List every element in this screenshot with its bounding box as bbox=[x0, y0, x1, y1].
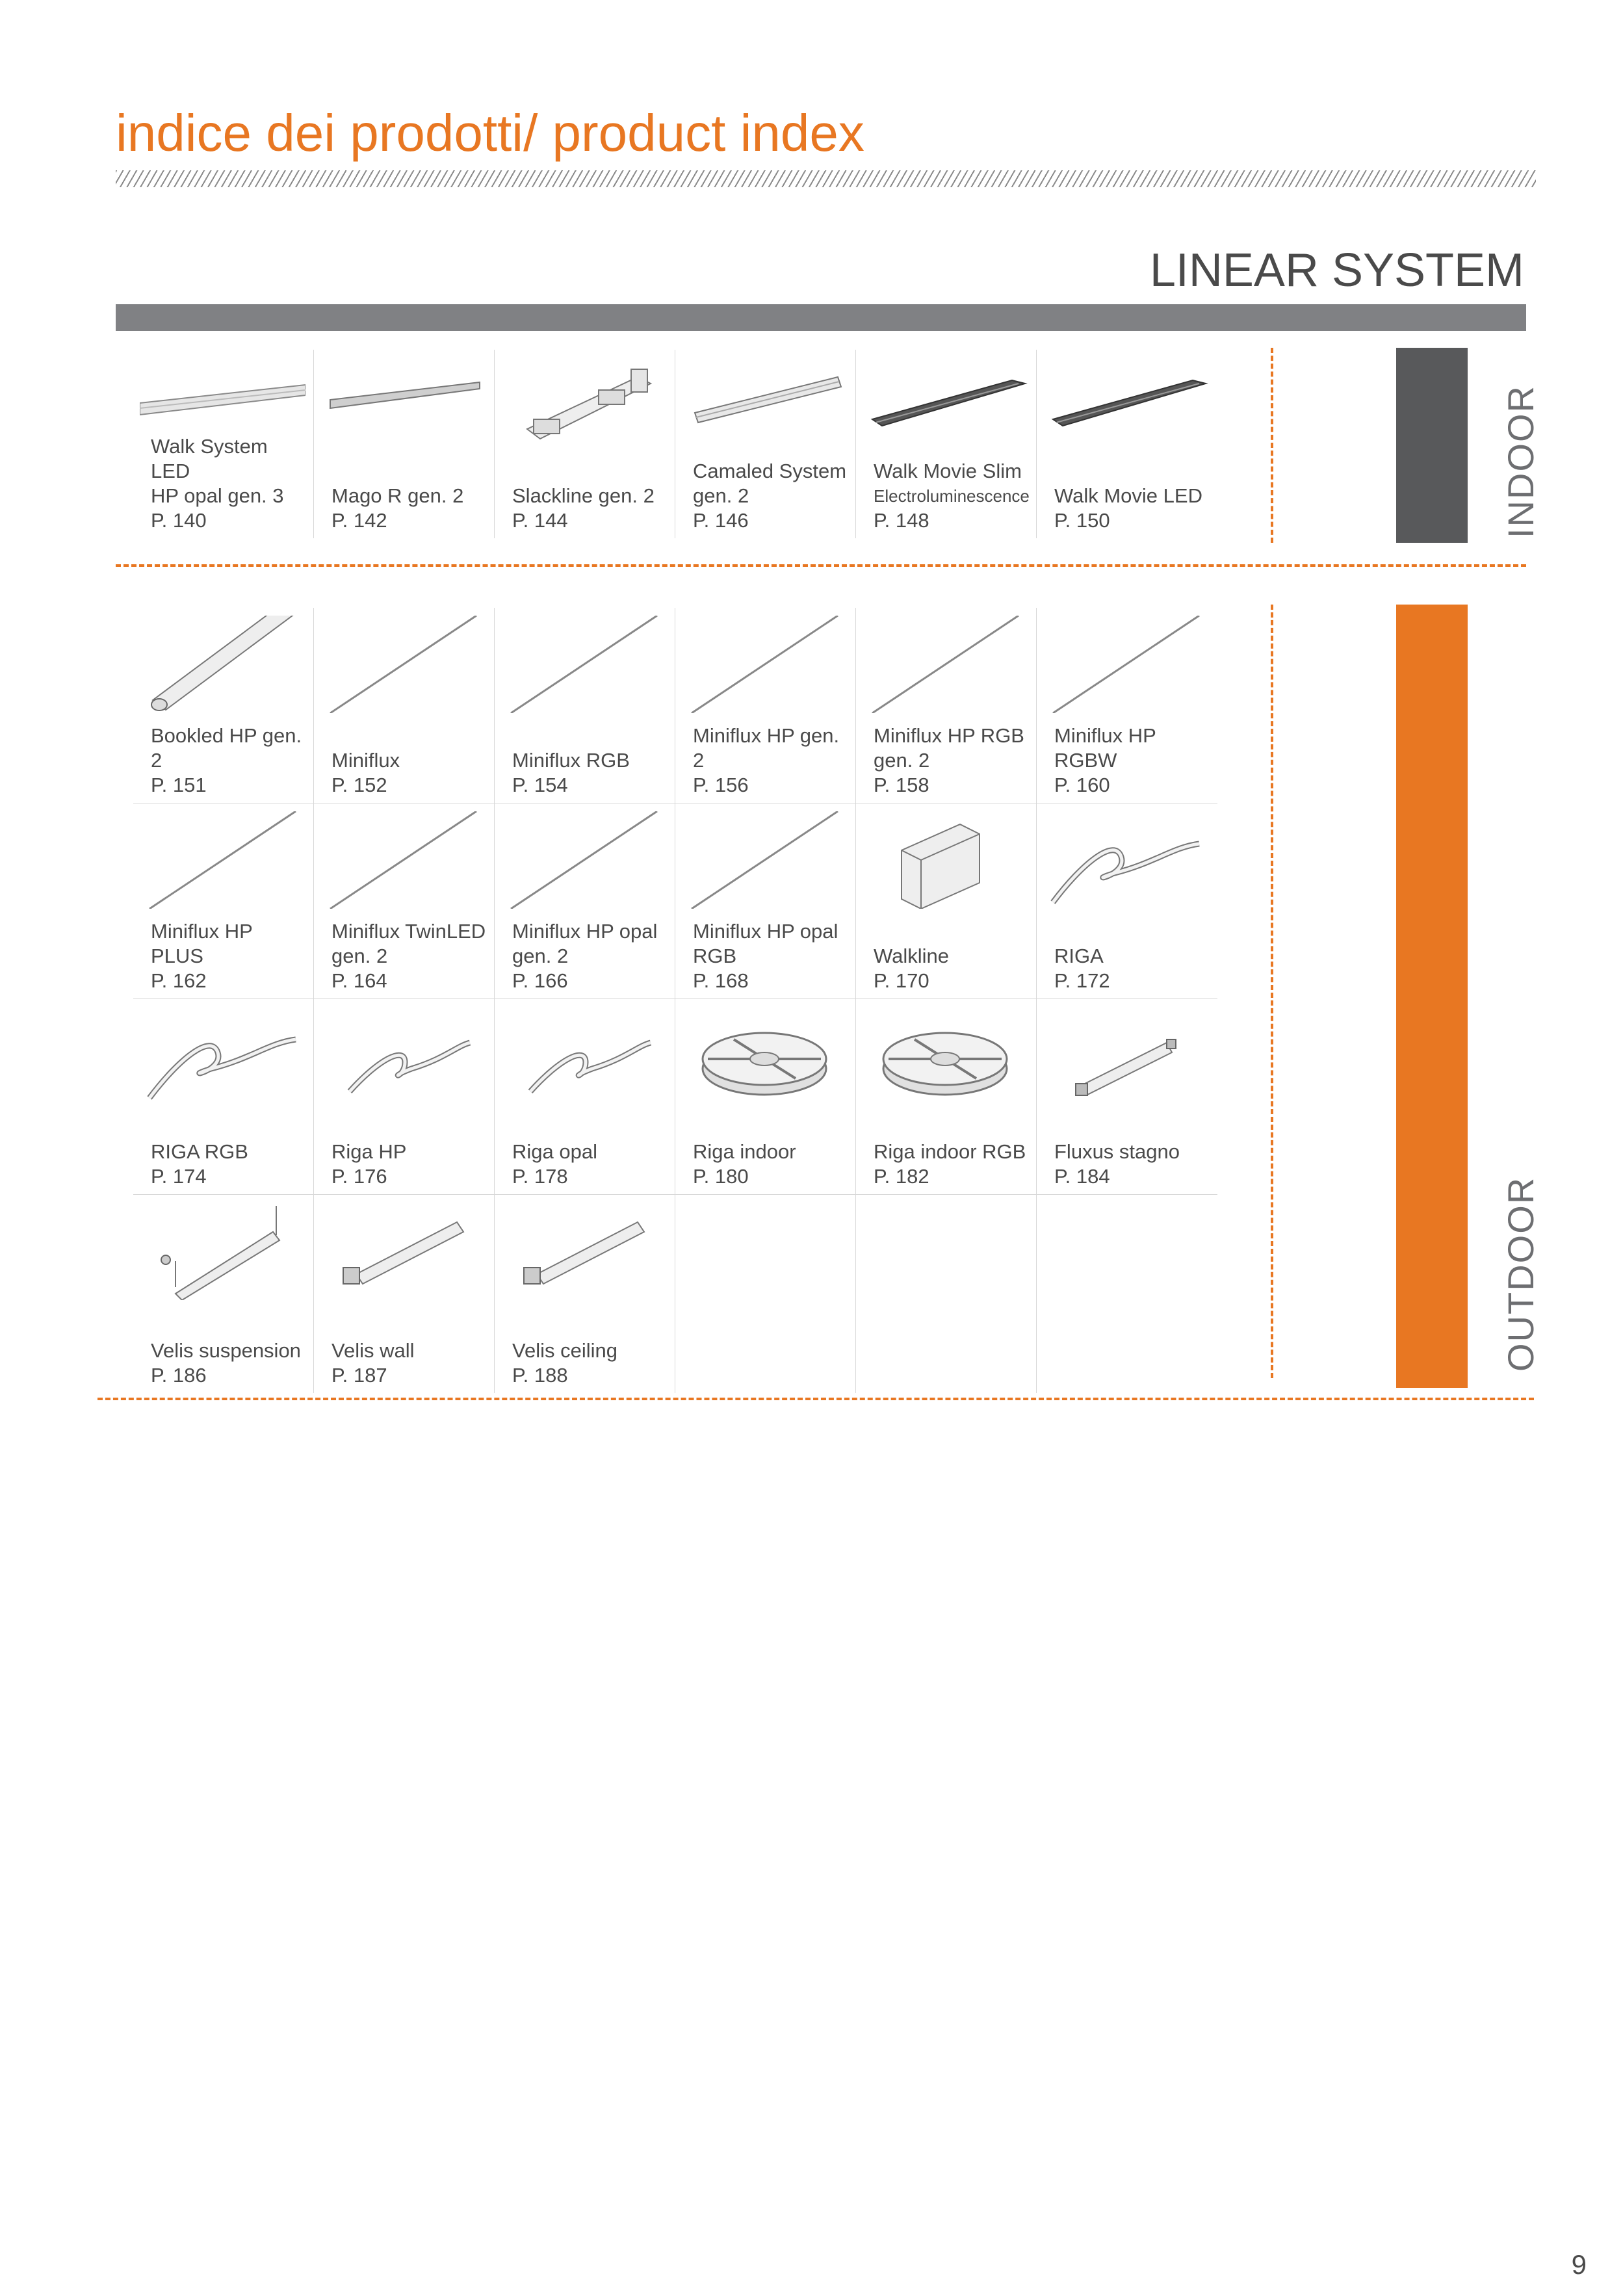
product-item[interactable]: RIGA RGB P. 174 bbox=[133, 999, 314, 1195]
indoor-marker bbox=[1396, 348, 1468, 543]
wall-bar-icon bbox=[320, 1203, 486, 1300]
product-item[interactable]: Fluxus stagno P. 184 bbox=[1037, 999, 1217, 1195]
empty-cell bbox=[675, 1195, 856, 1393]
product-item[interactable]: Bookled HP gen. 2 P. 151 bbox=[133, 608, 314, 803]
reel-icon bbox=[682, 1007, 848, 1104]
product-item[interactable]: Riga HP P. 176 bbox=[314, 999, 495, 1195]
box-profile-icon bbox=[863, 811, 1028, 909]
thin-profile-icon bbox=[320, 358, 486, 455]
outdoor-product-grid bbox=[133, 608, 1217, 1393]
thin-rod-icon bbox=[863, 616, 1028, 713]
product-item[interactable]: Mago R gen. 2 P. 142 bbox=[314, 350, 495, 538]
flex-strip-icon bbox=[1043, 811, 1209, 909]
page-title: indice dei prodotti/ product index bbox=[116, 104, 864, 162]
product-item[interactable]: Walk Movie Slim Electroluminescence P. 148 bbox=[856, 350, 1037, 538]
outdoor-dashed-divider bbox=[1271, 605, 1273, 1378]
indoor-dashed-divider bbox=[1271, 348, 1273, 543]
flex-strip-icon bbox=[140, 1007, 305, 1104]
tube-icon bbox=[140, 616, 305, 713]
product-item[interactable]: Miniflux TwinLED gen. 2 P. 164 bbox=[314, 803, 495, 999]
product-item[interactable]: Riga indoor P. 180 bbox=[675, 999, 856, 1195]
short-tube-icon bbox=[1043, 1007, 1209, 1104]
ceiling-bar-icon bbox=[501, 1203, 667, 1300]
suspension-icon bbox=[140, 1203, 305, 1300]
bracket-track-icon bbox=[501, 358, 667, 455]
thin-rod-icon bbox=[501, 811, 667, 909]
product-item[interactable]: Walk System LED HP opal gen. 3 P. 140 bbox=[133, 350, 314, 538]
product-item[interactable]: Miniflux HP opal gen. 2 P. 166 bbox=[495, 803, 675, 999]
indoor-label: INDOOR bbox=[1500, 385, 1541, 538]
channel-profile-icon bbox=[682, 358, 848, 455]
dark-profile-icon bbox=[863, 358, 1028, 455]
dark-profile-icon bbox=[1043, 358, 1209, 455]
product-item[interactable]: Velis ceiling P. 188 bbox=[495, 1195, 675, 1393]
reel-icon bbox=[863, 1007, 1028, 1104]
thin-rod-icon bbox=[320, 616, 486, 713]
product-item[interactable]: Riga indoor RGB P. 182 bbox=[856, 999, 1037, 1195]
thin-rod-icon bbox=[682, 811, 848, 909]
product-item[interactable]: Walk Movie LED P. 150 bbox=[1037, 350, 1217, 538]
product-item[interactable]: Walkline P. 170 bbox=[856, 803, 1037, 999]
product-item[interactable]: Miniflux HP gen. 2 P. 156 bbox=[675, 608, 856, 803]
product-item[interactable]: Velis suspension P. 186 bbox=[133, 1195, 314, 1393]
outdoor-marker bbox=[1396, 605, 1468, 1388]
product-item[interactable]: Miniflux HP RGBW P. 160 bbox=[1037, 608, 1217, 803]
product-item[interactable]: Camaled System gen. 2 P. 146 bbox=[675, 350, 856, 538]
section-bar bbox=[116, 304, 1526, 331]
thin-rod-icon bbox=[140, 811, 305, 909]
product-item[interactable]: RIGA P. 172 bbox=[1037, 803, 1217, 999]
product-item[interactable]: Miniflux HP RGB gen. 2 P. 158 bbox=[856, 608, 1037, 803]
indoor-product-grid bbox=[133, 350, 1217, 538]
empty-cell bbox=[1037, 1195, 1217, 1393]
empty-cell bbox=[856, 1195, 1037, 1393]
thin-rod-icon bbox=[501, 616, 667, 713]
page-number: 9 bbox=[1571, 2249, 1587, 2280]
product-item[interactable]: Riga opal P. 178 bbox=[495, 999, 675, 1195]
thin-rod-icon bbox=[1043, 616, 1209, 713]
indoor-dashed-line bbox=[116, 564, 1526, 567]
product-item[interactable]: Miniflux RGB P. 154 bbox=[495, 608, 675, 803]
product-item[interactable]: Miniflux HP PLUS P. 162 bbox=[133, 803, 314, 999]
flex-strip-icon bbox=[501, 1007, 667, 1104]
product-item[interactable]: Velis wall P. 187 bbox=[314, 1195, 495, 1393]
flex-strip-icon bbox=[320, 1007, 486, 1104]
thin-rod-icon bbox=[682, 616, 848, 713]
product-item[interactable]: Miniflux HP opal RGB P. 168 bbox=[675, 803, 856, 999]
outdoor-label: OUTDOOR bbox=[1500, 1176, 1541, 1372]
section-title: LINEAR SYSTEM bbox=[1149, 244, 1524, 296]
hatch-divider bbox=[116, 170, 1536, 187]
thin-rod-icon bbox=[320, 811, 486, 909]
product-item[interactable]: Miniflux P. 152 bbox=[314, 608, 495, 803]
outdoor-dashed-line bbox=[97, 1398, 1534, 1400]
product-item[interactable]: Slackline gen. 2 P. 144 bbox=[495, 350, 675, 538]
